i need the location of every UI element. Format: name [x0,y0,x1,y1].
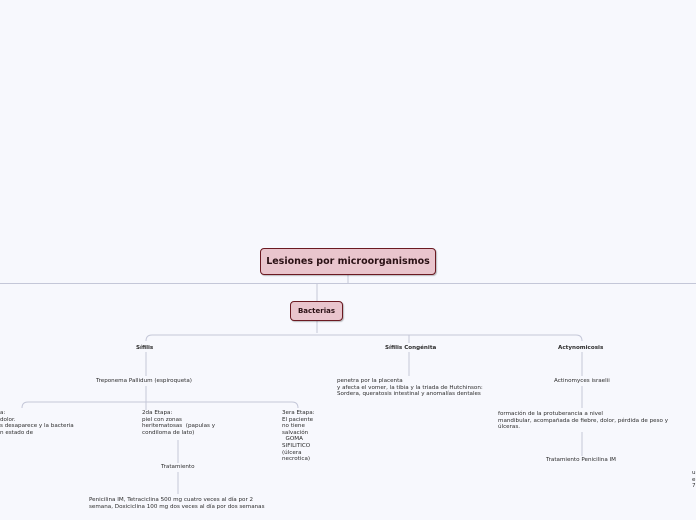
actyno-tratamiento[interactable]: Tratamiento Penicilina IM [546,457,617,463]
bacterias-topic-label: Bacterias [297,307,336,315]
bacterias-topic[interactable] [290,301,343,321]
congenita-detail[interactable]: penetra por la placenta y afecta el vomer, la tibia y la triada de Hutchinson: Sordera, queratosis intestinal y anomalías dentales [337,378,483,398]
sifilis-stages-line [22,386,298,410]
etapa1-subtopic[interactable]: a: dolor. s desaparece y la bacteria n estado de [0,410,74,436]
etapa3-subtopic[interactable]: 3era Etapa: El paciente no tiene salvación GOMA SIFILITICO (úlcera necrotica) [282,410,315,463]
sifilis-congenita-topic[interactable]: Sífilis Congénita [385,345,437,351]
tratamiento-detail[interactable]: Penicilina IM, Tetraciclina 500 mg cuatro veces al día por 2 semana, Doxiciclina 100 mg dos veces al día por dos semanas [89,497,265,510]
treponema-subtopic[interactable]: Treponema Pallidum (espiroqueta) [96,378,192,384]
bacterias-branch-line [146,321,582,343]
actinomyces-subtopic[interactable]: Actinomyces israelii [554,378,610,384]
actynomicosis-topic[interactable]: Actynomicosis [558,345,604,351]
sifilis-topic[interactable]: Sífilis [136,345,154,351]
root-topic-label: Lesiones por microorganismos [266,256,430,267]
tratamiento-subtopic[interactable]: Tratamiento [161,464,195,470]
offscreen-fragment: u e 7 [692,470,696,490]
etapa2-subtopic[interactable]: 2da Etapa: piel con zonas heritematosas (papulas y condiloma de lato) [142,410,216,436]
actyno-detail[interactable]: formación de la protuberancia a nivel mandibular, acompañada de fiebre, dolor, pérdida de peso y úlceras. [498,411,669,431]
root-topic[interactable] [260,248,436,275]
